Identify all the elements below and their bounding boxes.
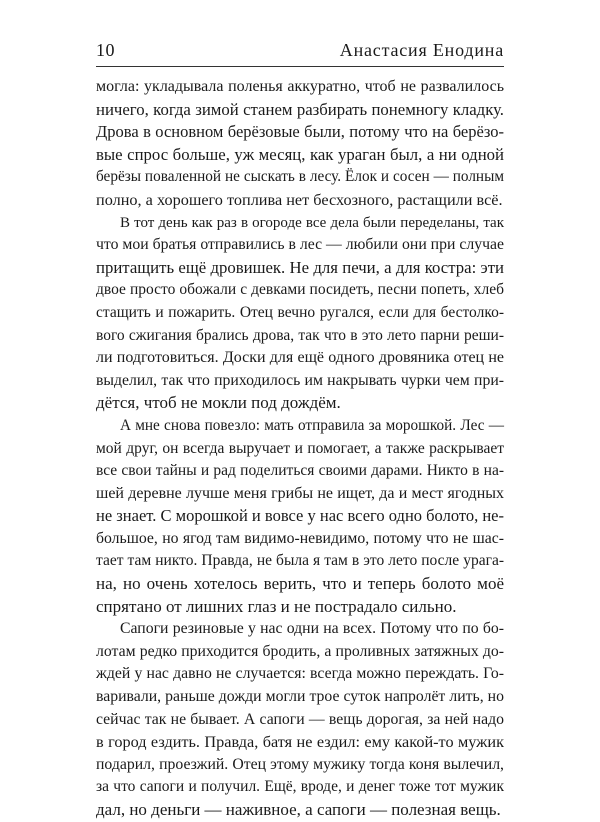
text-line: все свои тайны и рад поделиться своими дарами. Никто в на- [96,462,504,480]
text-line: вого сжигания брались дрова, так что в это лето парни реши- [96,326,504,344]
text-line: выделил, так что приходилось им накрывать чурки чем при- [96,371,504,389]
text-line: Дрова в основном берёзовые были, потому что на берёзо- [96,122,504,142]
text-line: лотам редко приходится бродить, а проливных затяжных до- [96,642,504,660]
paragraph [96,618,504,821]
text-line: двое просто обожали с девками посидеть, песни попеть, хлеб [96,281,504,299]
text-line: в город ездить. Правда, батя не ездил: ему какой-то мужик [96,733,504,752]
text-line: не знает. С морошкой и вовсе у нас всего одно болото, не- [96,506,504,526]
text-line: полно, а хорошего топлива нет бесхозного, растащили всё. [96,190,503,209]
text-line: дётся, чтоб не мокли под дождём. [96,393,341,413]
text-line: ждей у нас давно не случается: всегда можно переждать. Го- [96,665,504,683]
text-line: ничего, когда зимой станем разбирать понемногу кладку. [96,99,504,119]
paragraph [96,415,504,618]
paragraph [96,212,504,415]
text-line: стащить и пожарить. Отец вечно ругался, если для бестолко- [96,303,504,321]
text-line: тает там никто. Правда, не была я там в это лето после урага- [96,552,504,570]
text-line: сейчас так не бывает. А сапоги — вещь дорогая, за ней надо [96,710,504,728]
body-text [96,76,504,822]
running-head-author: Анастасия Енодина [339,40,504,60]
text-line: вые спрос больше, уж месяц, как ураган был, а ни одной [96,144,504,164]
text-line: варивали, раньше дожди могли трое суток напролёт лить, но [96,688,504,706]
running-head [96,36,504,64]
text-line: большое, но ягод там видимо-невидимо, потому что не шас- [96,529,504,547]
text-line: за что сапоги и получил. Ещё, вроде, и денег тоже тот мужик [96,778,504,796]
text-line: берёзы поваленной не сыскать в лесу. Ёлок и сосен — полным [96,168,504,186]
paragraph [96,76,504,212]
text-line: шей деревне лучше меня грибы не ищет, да и мест ягодных [96,484,504,502]
text-line: подарил, проезжий. Отец этому мужику тогда коня вылечил, [96,755,504,773]
text-line: спрятано от лишних глаз и не пострадало сильно. [96,596,457,616]
text-line: Сапоги резиновые у нас одни на всех. Потому что по бо- [120,620,504,638]
text-line: ли подготовиться. Доски для ещё одного дровяника отец не [96,349,504,367]
text-line: мой друг, он всегда выручает и помогает, а также раскрывает [96,439,504,457]
header-rule [96,66,504,67]
text-line: притащить ещё дровишек. Не для печи, а для костра: эти [96,257,504,277]
page-number: 10 [96,40,115,60]
text-line: дал, но деньги — наживное, а сапоги — полезная вещь. [96,800,501,819]
text-line: что мои братья отправились в лес — любили они при случае [96,236,504,254]
text-line: на, но очень хотелось верить, что и теперь болото моё [96,574,504,594]
text-line: А мне снова повезло: мать отправила за морошкой. Лес — [120,416,504,434]
text-line: В тот день как раз в огороде все дела были переделаны, так [120,214,504,231]
text-line: могла: укладывала поленья аккуратно, чтоб не развалилось [96,78,504,95]
